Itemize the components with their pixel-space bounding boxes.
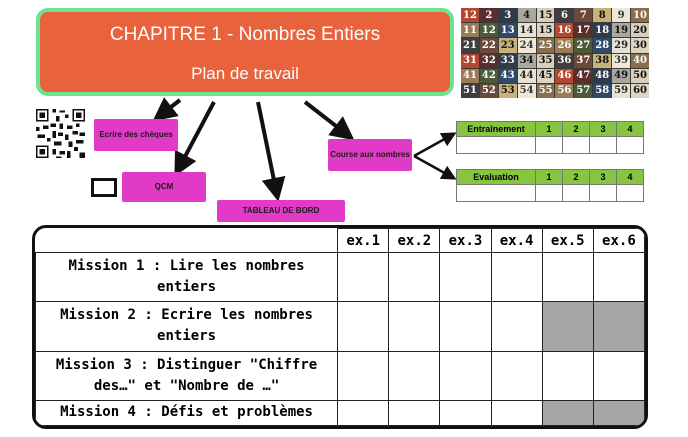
number-tile: 13 xyxy=(500,24,515,36)
number-tile: 36 xyxy=(557,55,572,67)
number-tile: 59 xyxy=(614,85,629,97)
table-row xyxy=(36,351,645,400)
number-tile: 8 xyxy=(593,8,611,22)
entrainement-cell[interactable] xyxy=(563,137,590,154)
missions-table xyxy=(35,228,645,426)
header-empty-cell xyxy=(36,229,338,253)
entrainement-table xyxy=(456,121,644,154)
number-tile: 17 xyxy=(576,24,591,36)
number-tile: 4 xyxy=(518,8,536,22)
number-tile: 2 xyxy=(480,8,498,22)
node-qcm[interactable]: QCM xyxy=(122,172,206,202)
evaluation-col-4: 4 xyxy=(617,170,644,185)
node-course-aux-nombres[interactable]: Course aux nombres xyxy=(328,139,412,171)
number-tile: 35 xyxy=(538,55,553,67)
mission-label: Mission 1 : Lire les nombres entiers xyxy=(36,253,338,302)
exercise-cell[interactable] xyxy=(338,351,389,400)
header-ex: ex.4 xyxy=(491,229,542,253)
number-tile: 22 xyxy=(481,39,496,51)
evaluation-col-1: 1 xyxy=(536,170,563,185)
entrainement-col-4: 4 xyxy=(617,122,644,137)
exercise-cell[interactable] xyxy=(338,302,389,351)
checkbox-square[interactable] xyxy=(91,178,117,197)
number-tile: 26 xyxy=(557,39,572,51)
number-tile: 29 xyxy=(614,39,629,51)
number-tile: 48 xyxy=(595,70,610,82)
header-ex: ex.3 xyxy=(440,229,491,253)
number-tile: 25 xyxy=(538,39,553,51)
number-tile: 33 xyxy=(500,55,515,67)
exercise-cell[interactable] xyxy=(440,253,491,302)
number-tile: 53 xyxy=(500,85,515,97)
exercise-cell[interactable] xyxy=(491,351,542,400)
number-tile: 49 xyxy=(614,70,629,82)
number-tile: 6 xyxy=(555,8,573,22)
arrow-to-entrainement xyxy=(414,136,450,156)
number-tile: 24 xyxy=(519,39,534,51)
exercise-cell-disabled xyxy=(542,400,593,425)
number-tile: 34 xyxy=(519,55,534,67)
number-tile: 52 xyxy=(481,85,496,97)
number-tile: 39 xyxy=(614,55,629,67)
entrainement-cell[interactable] xyxy=(590,137,617,154)
exercise-cell[interactable] xyxy=(593,253,644,302)
number-tile: 14 xyxy=(519,24,534,36)
arrow-to-qcm xyxy=(180,102,214,166)
mission-label: Mission 2 : Ecrire les nombres entiers xyxy=(36,302,338,351)
chapter-title: CHAPITRE 1 - Nombres Entiers xyxy=(109,24,381,45)
number-tile: 58 xyxy=(595,85,610,97)
number-tile: 3 xyxy=(499,8,517,22)
number-tile: 32 xyxy=(481,55,496,67)
entrainement-cell[interactable] xyxy=(457,137,536,154)
header-ex: ex.5 xyxy=(542,229,593,253)
number-tile: 10 xyxy=(633,9,647,21)
number-tile: 57 xyxy=(576,85,591,97)
evaluation-table xyxy=(456,169,644,202)
exercise-cell[interactable] xyxy=(440,302,491,351)
number-tile: 40 xyxy=(633,55,647,67)
number-tile: 16 xyxy=(557,24,572,36)
number-tile: 56 xyxy=(557,85,572,97)
exercise-cell[interactable] xyxy=(542,253,593,302)
number-tile: 7 xyxy=(574,8,592,22)
header-ex: ex.6 xyxy=(593,229,644,253)
number-tile: 23 xyxy=(500,39,515,51)
entrainement-cell[interactable] xyxy=(536,137,563,154)
exercise-cell-disabled xyxy=(593,302,644,351)
entrainement-col-2: 2 xyxy=(563,122,590,137)
number-tile: 31 xyxy=(462,55,477,67)
number-tile: 38 xyxy=(595,55,610,67)
exercise-cell[interactable] xyxy=(491,253,542,302)
number-tile: 41 xyxy=(462,70,477,82)
exercise-cell[interactable] xyxy=(593,351,644,400)
number-tile: 27 xyxy=(576,39,591,51)
number-tile: 47 xyxy=(576,70,591,82)
evaluation-cell[interactable] xyxy=(536,185,563,202)
number-tile: 15 xyxy=(538,24,553,36)
exercise-cell-disabled xyxy=(593,400,644,425)
number-tile: 37 xyxy=(576,55,591,67)
node-ecrire-cheques[interactable]: Ecrire des chèques xyxy=(94,119,178,151)
arrow-to-tableau xyxy=(258,102,276,190)
header-ex: ex.1 xyxy=(338,229,389,253)
table-row xyxy=(36,400,645,425)
exercise-cell[interactable] xyxy=(389,302,440,351)
number-tile: 20 xyxy=(633,24,647,36)
entrainement-col-3: 3 xyxy=(590,122,617,137)
exercise-cell[interactable] xyxy=(542,351,593,400)
table-header-row xyxy=(36,229,645,253)
exercise-cell[interactable] xyxy=(338,253,389,302)
exercise-cell[interactable] xyxy=(389,351,440,400)
evaluation-col-3: 3 xyxy=(590,170,617,185)
number-tile: 11 xyxy=(462,24,477,36)
number-tile: 18 xyxy=(595,24,610,36)
number-tile: 45 xyxy=(538,70,553,82)
evaluation-cell[interactable] xyxy=(457,185,536,202)
entrainement-cell[interactable] xyxy=(617,137,644,154)
number-tile: 46 xyxy=(557,70,572,82)
number-tile: 28 xyxy=(595,39,610,51)
number-tile: 54 xyxy=(519,85,534,97)
arrow-to-cheques xyxy=(162,100,180,114)
number-tile: 12 xyxy=(462,9,477,21)
arrow-to-evaluation xyxy=(414,156,450,176)
exercise-cell[interactable] xyxy=(389,400,440,425)
number-tile: 19 xyxy=(614,24,629,36)
exercise-cell[interactable] xyxy=(440,351,491,400)
number-tile: 9 xyxy=(612,8,630,22)
number-tile: 30 xyxy=(633,39,647,51)
number-tile: 44 xyxy=(519,70,534,82)
mission-label: Mission 3 : Distinguer "Chiffre des…" et "Nombre de …" xyxy=(36,351,338,400)
evaluation-label: Evaluation xyxy=(457,170,536,185)
header-ex: ex.2 xyxy=(389,229,440,253)
exercise-cell[interactable] xyxy=(389,253,440,302)
exercise-cell[interactable] xyxy=(491,302,542,351)
exercise-cell[interactable] xyxy=(338,400,389,425)
table-row xyxy=(36,302,645,351)
missions-table-frame xyxy=(32,225,648,429)
exercise-cell[interactable] xyxy=(440,400,491,425)
number-tile: 12 xyxy=(481,24,496,36)
mission-label: Mission 4 : Défis et problèmes xyxy=(36,400,338,425)
number-tile: 55 xyxy=(538,85,553,97)
number-tile: 42 xyxy=(481,70,496,82)
table-row xyxy=(36,253,645,302)
chapter-subtitle: Plan de travail xyxy=(191,64,299,83)
entrainement-col-1: 1 xyxy=(536,122,563,137)
number-tile: 21 xyxy=(462,39,477,51)
evaluation-cell[interactable] xyxy=(590,185,617,202)
arrow-to-course xyxy=(305,102,345,133)
entrainement-label: Entraînement xyxy=(457,122,536,137)
number-tile: 15 xyxy=(538,9,553,21)
exercise-cell-disabled xyxy=(542,302,593,351)
number-tile: 43 xyxy=(500,70,515,82)
evaluation-cell[interactable] xyxy=(563,185,590,202)
number-tile: 51 xyxy=(462,85,477,97)
number-tile: 50 xyxy=(633,70,647,82)
exercise-cell[interactable] xyxy=(491,400,542,425)
evaluation-cell[interactable] xyxy=(617,185,644,202)
node-tableau-de-bord[interactable]: TABLEAU DE BORD xyxy=(217,200,345,222)
evaluation-col-2: 2 xyxy=(563,170,590,185)
number-tile: 60 xyxy=(633,85,647,97)
